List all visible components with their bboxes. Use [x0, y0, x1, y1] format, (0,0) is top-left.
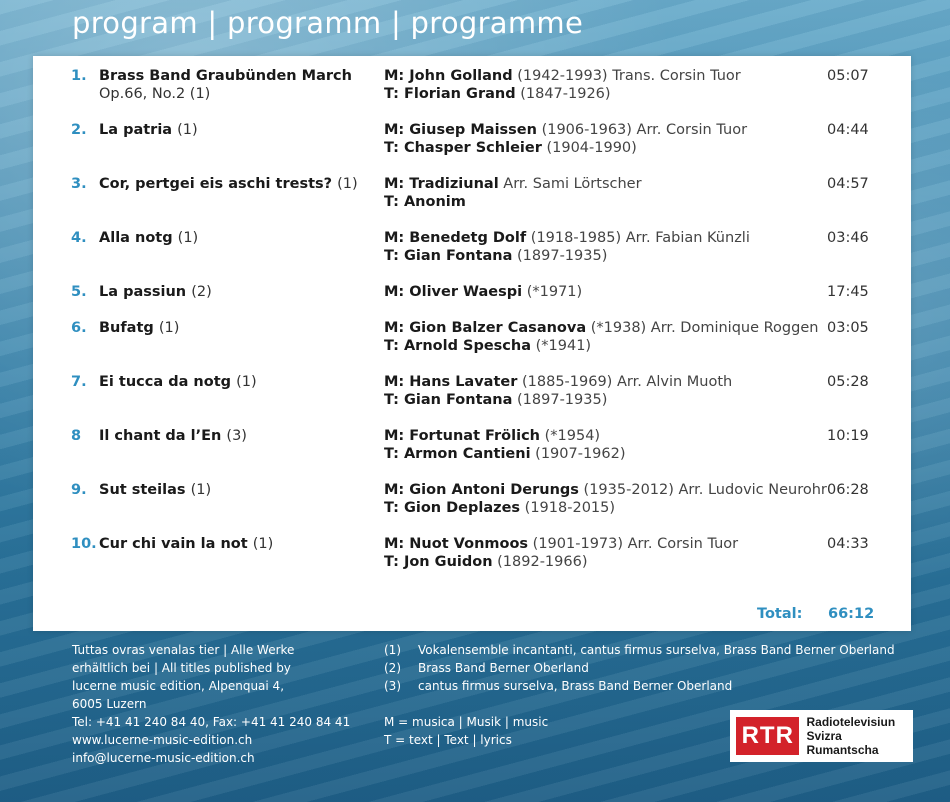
publisher-line: 6005 Luzern	[72, 697, 147, 711]
lyricist: T: Florian Grand	[384, 86, 516, 102]
track-duration: 06:28	[827, 482, 869, 498]
composer-details: (*1938) Arr. Dominique Roggen	[590, 320, 819, 336]
composer-details: (1918-1985) Arr. Fabian Künzli	[530, 230, 750, 246]
publisher-line: info@lucerne-music-edition.ch	[72, 751, 255, 765]
footnote-key: (3)	[384, 679, 401, 693]
composer: M: Gion Antoni Derungs	[384, 482, 579, 498]
footnote	[384, 677, 924, 695]
track-number: 2.	[71, 122, 87, 138]
track-ensemble-ref: (1)	[190, 482, 212, 498]
track-title-text: La passiun	[99, 284, 187, 300]
track-ensemble-ref: (1)	[252, 536, 274, 552]
lyricist-details: (*1941)	[535, 338, 592, 354]
track-credits	[384, 428, 824, 464]
track-number: 3.	[71, 176, 87, 192]
track-title	[99, 536, 379, 552]
track-title-text: Bufatg	[99, 320, 154, 336]
composer-details: (1901-1973) Arr. Corsin Tuor	[532, 536, 739, 552]
composer: M: Gion Balzer Casanova	[384, 320, 587, 336]
composer: M: Tradiziunal	[384, 176, 499, 192]
lyricist: T: Chasper Schleier	[384, 140, 542, 156]
track-number: 5.	[71, 284, 87, 300]
track-number: 10.	[71, 536, 97, 552]
track-title-text: Brass Band Graubünden March	[99, 68, 352, 84]
track-number: 9.	[71, 482, 87, 498]
composer: M: Benedetg Dolf	[384, 230, 527, 246]
track-number: 1.	[71, 68, 87, 84]
track-number: 8	[71, 428, 82, 444]
track-credits	[384, 536, 824, 572]
track-title-text: Ei tucca da notg	[99, 374, 232, 390]
track-credits	[384, 68, 824, 104]
music-credit	[384, 374, 824, 392]
composer-details: (*1954)	[544, 428, 601, 444]
music-credit	[384, 320, 824, 338]
track-number: 4.	[71, 230, 87, 246]
track-ensemble-ref: (1)	[177, 122, 198, 138]
track-duration: 03:05	[827, 320, 869, 336]
rtr-logo-text	[806, 715, 913, 757]
footnote	[384, 659, 924, 677]
lyricist-details: (1918-2015)	[524, 500, 616, 516]
track-subtitle: Op.66, No.2 (1)	[99, 86, 211, 102]
rtr-logo-mark: RTR	[736, 717, 799, 755]
composer-details: (1906-1963) Arr. Corsin Tuor	[541, 122, 748, 138]
track-ensemble-ref: (1)	[236, 374, 257, 390]
track-duration: 05:28	[827, 374, 869, 390]
footnote-key: (1)	[384, 643, 401, 657]
composer-details: (1885-1969) Arr. Alvin Muoth	[521, 374, 733, 390]
track-title-text: Cur chi vain la not	[99, 536, 248, 552]
rtr-logo-line1: Radiotelevisiun	[806, 715, 896, 729]
lyricist-details: (1847-1926)	[520, 86, 611, 102]
lyricist-details: (1897-1935)	[517, 248, 608, 264]
track-title-text: Il chant da l’En	[99, 428, 222, 444]
track-title	[99, 428, 379, 444]
publisher-line: erhältlich bei | All titles published by	[72, 661, 291, 675]
text-credit	[384, 140, 824, 158]
text-credit	[384, 500, 824, 518]
track-title	[99, 176, 379, 192]
composer: M: Hans Lavater	[384, 374, 518, 390]
footnote-key: (2)	[384, 661, 401, 675]
track-title	[99, 320, 379, 336]
program-panel	[33, 56, 911, 631]
track-title	[99, 230, 379, 246]
track-ensemble-ref: (3)	[226, 428, 247, 444]
text-credit	[384, 86, 824, 104]
text-credit	[384, 392, 824, 410]
rtr-logo-line2: Svizra Rumantscha	[806, 729, 879, 757]
track-credits	[384, 176, 824, 212]
track-duration: 03:46	[827, 230, 869, 246]
track-ensemble-ref: (1)	[177, 230, 199, 246]
track-credits	[384, 482, 827, 518]
total-value: 66:12	[828, 606, 875, 622]
music-credit	[384, 428, 824, 446]
track-duration: 04:44	[827, 122, 869, 138]
track-title	[99, 284, 379, 300]
track-title	[99, 68, 379, 84]
track-title	[99, 482, 379, 498]
track-duration: 05:07	[827, 68, 869, 84]
lyricist: T: Anonim	[384, 194, 466, 210]
track-title-text: Cor, pertgei eis aschi trests?	[99, 176, 333, 192]
composer-details: (1942-1993) Trans. Corsin Tuor	[517, 68, 741, 84]
footnote-text: Brass Band Berner Oberland	[418, 661, 589, 675]
composer: M: Giusep Maissen	[384, 122, 537, 138]
composer: M: Oliver Waespi	[384, 284, 523, 300]
publisher-line: Tuttas ovras venalas tier | Alle Werke	[72, 643, 295, 657]
track-number: 7.	[71, 374, 87, 390]
rtr-logo	[730, 710, 913, 762]
composer: M: John Golland	[384, 68, 513, 84]
track-credits	[384, 230, 824, 266]
composer-details: (*1971)	[526, 284, 583, 300]
track-title	[99, 122, 379, 138]
track-title	[99, 374, 379, 390]
track-duration: 04:57	[827, 176, 869, 192]
track-number: 6.	[71, 320, 87, 336]
track-ensemble-ref: (2)	[191, 284, 212, 300]
page-title: program | programm | programme	[72, 6, 584, 40]
track-title-text: Alla notg	[99, 230, 173, 246]
publisher-line: www.lucerne-music-edition.ch	[72, 733, 253, 747]
lyricist-details: (1897-1935)	[517, 392, 608, 408]
track-duration: 17:45	[827, 284, 869, 300]
lyricist-details: (1904-1990)	[546, 140, 637, 156]
music-credit	[384, 68, 824, 86]
track-title-text: La patria	[99, 122, 173, 138]
music-credit	[384, 482, 827, 500]
text-credit	[384, 446, 824, 464]
music-credit	[384, 284, 824, 302]
track-credits	[384, 284, 824, 302]
lyricist: T: Gion Deplazes	[384, 500, 521, 516]
composer-details: Arr. Sami Lörtscher	[503, 176, 642, 192]
music-credit	[384, 230, 824, 248]
lyricist-details: (1892-1966)	[497, 554, 588, 570]
text-credit	[384, 338, 824, 356]
footnote	[384, 641, 924, 659]
publisher-line: Tel: +41 41 240 84 40, Fax: +41 41 240 84 41	[72, 715, 351, 729]
lyricist: T: Jon Guidon	[384, 554, 493, 570]
music-credit	[384, 536, 824, 554]
track-ensemble-ref: (1)	[158, 320, 180, 336]
footnote-text: Vokalensemble incantanti, cantus firmus surselva, Brass Band Berner Oberland	[418, 643, 895, 657]
track-credits	[384, 374, 824, 410]
text-credit	[384, 554, 824, 572]
track-duration: 04:33	[827, 536, 869, 552]
lyricist: T: Armon Cantieni	[384, 446, 531, 462]
lyricist: T: Arnold Spescha	[384, 338, 531, 354]
total-label: Total:	[757, 606, 803, 622]
music-credit	[384, 176, 824, 194]
lyricist-details: (1907-1962)	[535, 446, 626, 462]
track-credits	[384, 320, 824, 356]
publisher-line: lucerne music edition, Alpenquai 4,	[72, 679, 285, 693]
composer-details: (1935-2012) Arr. Ludovic Neurohr	[583, 482, 827, 498]
track-credits	[384, 122, 824, 158]
text-credit	[384, 194, 824, 212]
composer: M: Nuot Vonmoos	[384, 536, 529, 552]
track-title-text: Sut steilas	[99, 482, 186, 498]
music-credit	[384, 122, 824, 140]
lyricist: T: Gian Fontana	[384, 392, 513, 408]
track-ensemble-ref: (1)	[337, 176, 358, 192]
composer: M: Fortunat Frölich	[384, 428, 540, 444]
legend-line: M = musica | Musik | music	[384, 715, 549, 729]
text-credit	[384, 248, 824, 266]
footnote-text: cantus firmus surselva, Brass Band Berner Oberland	[418, 679, 733, 693]
lyricist: T: Gian Fontana	[384, 248, 513, 264]
legend-line: T = text | Text | lyrics	[384, 733, 512, 747]
publisher-info	[72, 641, 362, 767]
track-duration: 10:19	[827, 428, 869, 444]
